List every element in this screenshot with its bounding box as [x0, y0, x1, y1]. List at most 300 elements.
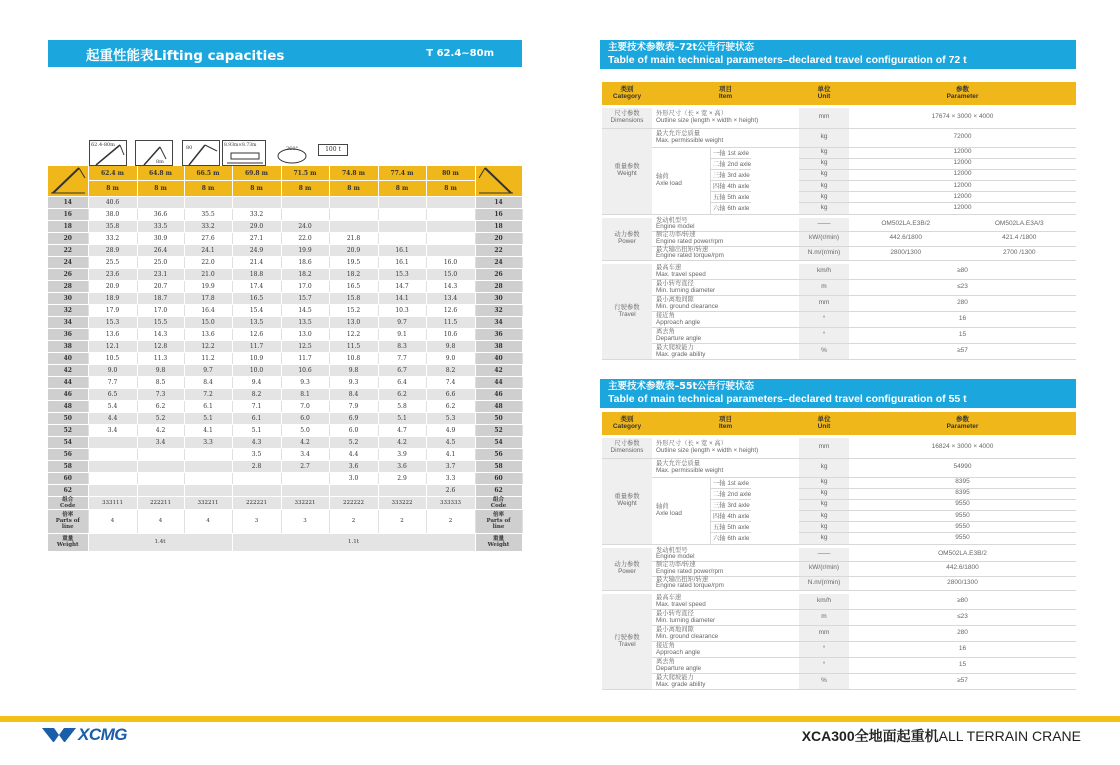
text-line: Weight	[487, 542, 510, 548]
value: 442.6/1800	[849, 562, 1076, 577]
model-name-cn: 全地面起重机	[854, 728, 939, 744]
value: 8395	[849, 477, 1076, 488]
capacity-cell	[426, 220, 475, 232]
capacity-cell: 11.7	[232, 340, 281, 352]
capacity-cell: 9.7	[184, 364, 232, 376]
radius-right: 20	[475, 232, 522, 244]
crane-silhouette-icon	[49, 166, 87, 194]
lifting-capacities-banner	[48, 40, 522, 67]
table-row	[48, 304, 522, 316]
text-line: 类别	[620, 415, 634, 423]
axle-name: 五轴 5th axle	[713, 523, 750, 531]
capacity-cell: 8.4	[329, 388, 378, 400]
axle-name: 六轴 6th axle	[713, 204, 750, 212]
capacity-cell: 16.1	[378, 256, 426, 268]
value	[849, 246, 1076, 261]
unit: kg	[799, 488, 849, 499]
crane-silhouette-icon	[477, 166, 515, 194]
travel-item	[652, 312, 799, 328]
boom-length: 69.8 m	[232, 166, 281, 181]
capacity-cell: 7.0	[281, 400, 329, 412]
model-caption	[802, 726, 1081, 746]
capacity-cell: 17.0	[281, 280, 329, 292]
capacity-cell: 36.6	[137, 208, 184, 220]
capacity-cell: 6.4	[378, 376, 426, 388]
capacity-cell: 17.8	[184, 292, 232, 304]
capacity-cell	[232, 484, 281, 496]
capacity-cell: 3.4	[88, 424, 137, 436]
capacity-cell: 3.3	[426, 472, 475, 484]
travel-item	[652, 594, 799, 610]
value: OM502LA.E3B/2	[849, 547, 1076, 562]
parts-cell: 2	[329, 509, 378, 533]
capacity-cell: 24.9	[232, 244, 281, 256]
capacity-cell: 17.9	[88, 304, 137, 316]
capacity-cell: 15.8	[329, 292, 378, 304]
capacity-cell: 4.5	[426, 436, 475, 448]
capacity-cell: 14.5	[281, 304, 329, 316]
text-line: Parts of	[486, 518, 511, 524]
capacity-cell	[137, 196, 184, 208]
text-line: Item	[718, 422, 733, 430]
capacity-cell: 7.3	[137, 388, 184, 400]
capacity-cell: 4.2	[281, 436, 329, 448]
capacity-cell: 12.2	[329, 328, 378, 340]
table-row	[48, 316, 522, 328]
capacity-cell: 5.8	[378, 400, 426, 412]
value: ≥57	[849, 674, 1076, 690]
text-line: 最大输出扭矩/转速	[656, 575, 709, 583]
text-line: Parameter	[946, 422, 979, 430]
capacity-cell	[378, 484, 426, 496]
capacity-cell: 6.1	[232, 412, 281, 424]
category-weight	[602, 458, 652, 544]
table-row	[48, 352, 522, 364]
value: 2800/1300	[849, 576, 1076, 591]
text-line: 额定功率/转速	[656, 561, 696, 569]
unit: N.m/(r/min)	[799, 246, 849, 261]
capacity-cell: 11.5	[426, 316, 475, 328]
capacity-cell	[88, 460, 137, 472]
capacity-cell	[329, 196, 378, 208]
travel-item	[652, 344, 799, 360]
capacity-cell: 11.2	[184, 352, 232, 364]
capacity-cell: 6.5	[88, 388, 137, 400]
capacity-cell: 5.2	[137, 412, 184, 424]
table-row	[48, 328, 522, 340]
capacity-cell: 7.2	[184, 388, 232, 400]
capacity-cell: 28.9	[88, 244, 137, 256]
unit: °	[799, 312, 849, 328]
unit: kg	[799, 147, 849, 158]
spec-header-row	[602, 412, 1076, 435]
text-line: 接近角	[656, 641, 675, 649]
travel-item	[652, 674, 799, 690]
text-line: Travel	[618, 310, 636, 318]
capacity-cell: 13.4	[426, 292, 475, 304]
capacity-cell: 15.2	[329, 304, 378, 316]
text-line: Departure angle	[656, 664, 702, 672]
item-outline-size	[652, 107, 799, 128]
travel-row	[602, 296, 1076, 312]
spec55-title-cn: 主要技术参数表–55t公告行驶状态	[608, 381, 755, 392]
text-line: 参数	[956, 415, 969, 423]
header-param	[849, 82, 1076, 105]
axle-names	[710, 478, 751, 544]
travel-row	[602, 264, 1076, 280]
capacity-cell	[137, 460, 184, 472]
text-line: Axle load	[656, 179, 682, 187]
text-line: Weight	[617, 500, 637, 507]
capacity-cell: 25.0	[137, 256, 184, 268]
text-line: Item	[718, 92, 733, 100]
unit: kg	[799, 499, 849, 510]
capacity-cell: 6.9	[329, 412, 378, 424]
capacity-cell: 4.1	[184, 424, 232, 436]
spec55-banner	[600, 379, 1076, 408]
capacity-cell: 8.2	[232, 388, 281, 400]
text-line: Max. permissible weight	[656, 466, 724, 474]
capacity-cell: 18.2	[329, 268, 378, 280]
travel-item	[652, 658, 799, 674]
text-line: 最小离地间隙	[656, 625, 694, 633]
spec55-title-en: Table of main technical parameters–declared travel configuration of 55 t	[608, 393, 967, 405]
capacity-cell: 3.6	[329, 460, 378, 472]
travel-item	[652, 328, 799, 344]
lifting-capacity-table	[48, 166, 523, 552]
value: ≥57	[849, 344, 1076, 360]
radius-right: 30	[475, 292, 522, 304]
category-dimensions	[602, 437, 652, 458]
table-row	[48, 280, 522, 292]
value: 9550	[849, 533, 1076, 544]
unit: mm	[799, 107, 849, 128]
text-line: 外形尺寸（长 × 宽 × 高）	[656, 109, 728, 117]
text-line: Code	[490, 502, 507, 509]
capacity-cell	[232, 196, 281, 208]
power-item	[652, 547, 799, 562]
unit: m	[799, 280, 849, 296]
capacity-cell: 10.0	[232, 364, 281, 376]
capacity-cell: 7.7	[378, 352, 426, 364]
capacity-cell: 33.2	[184, 220, 232, 232]
text-line: line	[492, 524, 505, 530]
text-line: Dimensions	[610, 446, 644, 454]
item-max-weight	[652, 128, 799, 147]
capacity-cell: 19.9	[281, 244, 329, 256]
capacity-cell	[88, 484, 137, 496]
dimensions-row	[602, 437, 1076, 458]
radius-left: 14	[48, 196, 88, 208]
spec72-title-cn: 主要技术参数表–72t公告行驶状态	[608, 42, 755, 53]
category-travel	[602, 594, 652, 690]
value-1: 2800/1300	[890, 249, 922, 257]
category-power	[602, 217, 652, 261]
text-line: 行驶参数	[614, 633, 640, 641]
travel-item	[652, 296, 799, 312]
text-line: 尺寸参数	[614, 109, 640, 117]
header-item	[652, 82, 799, 105]
radius-right: 54	[475, 436, 522, 448]
capacity-cell: 9.3	[281, 376, 329, 388]
parts-cell: 3	[281, 509, 329, 533]
capacity-cell: 8.3	[378, 340, 426, 352]
unit: km/h	[799, 264, 849, 280]
value	[849, 232, 1076, 247]
capacity-cell: 12.2	[184, 340, 232, 352]
value: 12000	[849, 169, 1076, 180]
axle-name: 二轴 2nd axle	[713, 490, 752, 498]
unit: kg	[799, 158, 849, 169]
radius-right: 18	[475, 220, 522, 232]
capacity-cell: 5.1	[232, 424, 281, 436]
capacity-cell: 15.4	[232, 304, 281, 316]
code-row	[48, 496, 522, 509]
boom-length: 80 m	[426, 166, 475, 181]
capacity-cell: 6.2	[378, 388, 426, 400]
hook-weight-cell: 1.1t	[232, 533, 475, 551]
capacity-cell: 3.4	[281, 448, 329, 460]
text-line: Engine rated power/rpm	[656, 237, 724, 245]
travel-item	[652, 280, 799, 296]
capacity-cell: 9.8	[137, 364, 184, 376]
text-line: 项目	[719, 85, 732, 93]
value: 9550	[849, 499, 1076, 510]
boom-length-icon	[89, 140, 127, 166]
capacity-cell: 22.0	[281, 232, 329, 244]
capacity-cell: 27.1	[232, 232, 281, 244]
travel-row	[602, 594, 1076, 610]
capacity-cell: 16.0	[426, 256, 475, 268]
capacity-cell: 3.3	[184, 436, 232, 448]
value: 16824 × 3000 × 4000	[849, 437, 1076, 458]
capacity-cell: 20.9	[88, 280, 137, 292]
jib-length: 8 m	[88, 181, 137, 196]
value: 12000	[849, 158, 1076, 169]
code-label-right	[475, 496, 522, 509]
capacity-cell	[378, 220, 426, 232]
axle-name: 二轴 2nd axle	[713, 160, 752, 168]
travel-item	[652, 264, 799, 280]
unit: N.m/(r/min)	[799, 576, 849, 591]
table-row	[48, 196, 522, 208]
unit: kg	[799, 128, 849, 147]
text-line: Approach angle	[656, 318, 701, 326]
text-line: 单位	[817, 415, 831, 423]
text-line: Engine rated torque/rpm	[656, 582, 724, 590]
text-line: 最大爬坡能力	[656, 673, 694, 681]
spec72-banner	[600, 40, 1076, 69]
capacity-cell: 12.8	[137, 340, 184, 352]
capacity-cell: 8.2	[426, 364, 475, 376]
text-line: Engine rated power/rpm	[656, 567, 724, 575]
radius-right: 46	[475, 388, 522, 400]
text-line: 最小转弯直径	[656, 609, 694, 617]
item-axle-load	[652, 147, 799, 214]
code-cell: 332211	[184, 496, 232, 509]
capacity-cell	[378, 196, 426, 208]
text-line: Engine model	[656, 553, 695, 561]
unit: ——	[799, 217, 849, 232]
table-row	[48, 256, 522, 268]
slewing-icon	[272, 140, 312, 166]
text-line: Max. travel speed	[656, 270, 706, 278]
unit: °	[799, 658, 849, 674]
value-pair	[849, 221, 1076, 228]
text-line: 最小离地间隙	[656, 295, 694, 303]
travel-row	[602, 658, 1076, 674]
header-unit	[799, 82, 849, 105]
text-line: Max. grade ability	[656, 680, 706, 688]
radius-right: 16	[475, 208, 522, 220]
capacity-cell: 9.0	[88, 364, 137, 376]
radius-left: 28	[48, 280, 88, 292]
value-1: 442.6/1800	[889, 234, 923, 242]
parts-label-left	[48, 509, 88, 533]
text-line: Parameter	[946, 92, 979, 100]
capacity-cell	[426, 232, 475, 244]
capacity-cell: 24.0	[281, 220, 329, 232]
text-line: 发动机型号	[656, 216, 688, 224]
capacity-cell: 9.4	[232, 376, 281, 388]
value: ≥80	[849, 594, 1076, 610]
boom-range-label: T 62.4~80m	[426, 48, 494, 59]
capacity-cell: 35.8	[88, 220, 137, 232]
parts-cell: 4	[88, 509, 137, 533]
outrigger-span-icon-label: 8.93m×8.73m	[224, 143, 257, 148]
value: 12000	[849, 203, 1076, 214]
capacity-cell: 21.4	[232, 256, 281, 268]
capacity-cell: 10.8	[329, 352, 378, 364]
table-row	[48, 424, 522, 436]
capacity-cell: 33.2	[232, 208, 281, 220]
capacity-cell: 10.6	[281, 364, 329, 376]
jib-length: 8 m	[184, 181, 232, 196]
boom-length: 74.8 m	[329, 166, 378, 181]
axle-label-wrap	[656, 478, 799, 544]
capacity-cell: 6.2	[137, 400, 184, 412]
radius-left: 48	[48, 400, 88, 412]
value: 8395	[849, 488, 1076, 499]
radius-left: 58	[48, 460, 88, 472]
travel-item	[652, 610, 799, 626]
radius-left: 50	[48, 412, 88, 424]
unit: kg	[799, 203, 849, 214]
jib-length-icon-label: 8m	[156, 159, 164, 165]
unit: kW/(r/min)	[799, 232, 849, 247]
code-cell: 333222	[378, 496, 426, 509]
radius-right: 58	[475, 460, 522, 472]
capacity-cell: 3.6	[378, 460, 426, 472]
unit: m	[799, 610, 849, 626]
travel-row	[602, 626, 1076, 642]
value: 54990	[849, 458, 1076, 477]
capacity-cell: 8.4	[184, 376, 232, 388]
table-row	[48, 436, 522, 448]
capacity-cell: 14.3	[426, 280, 475, 292]
header-param	[849, 412, 1076, 435]
value: 17674 × 3000 × 4000	[849, 107, 1076, 128]
travel-item	[652, 626, 799, 642]
text-line: Departure angle	[656, 334, 702, 342]
text-line: 最大爬坡能力	[656, 343, 694, 351]
radius-left: 40	[48, 352, 88, 364]
model-name-en: ALL TERRAIN CRANE	[938, 728, 1081, 744]
capacity-cell: 10.6	[426, 328, 475, 340]
unit: kg	[799, 192, 849, 203]
text-line: 最大输出扭矩/转速	[656, 245, 709, 253]
capacity-cell: 2.8	[232, 460, 281, 472]
capacity-cell: 8.1	[281, 388, 329, 400]
travel-row	[602, 312, 1076, 328]
text-line: Power	[618, 237, 636, 245]
capacity-cell	[329, 484, 378, 496]
text-line: 动力参数	[614, 561, 640, 569]
radius-right: 60	[475, 472, 522, 484]
category-power	[602, 547, 652, 591]
power-row	[602, 217, 1076, 232]
capacity-cell	[281, 472, 329, 484]
spec72-table	[602, 82, 1076, 360]
category-weight	[602, 128, 652, 214]
capacity-cell: 10.5	[88, 352, 137, 364]
value: ≥80	[849, 264, 1076, 280]
capacity-cell	[426, 208, 475, 220]
parts-cell: 2	[378, 509, 426, 533]
value: 15	[849, 328, 1076, 344]
axle-row	[602, 477, 1076, 488]
table-row	[48, 208, 522, 220]
power-row	[602, 246, 1076, 261]
weight-label-right	[475, 533, 522, 551]
jib-length: 8 m	[137, 181, 184, 196]
radius-left: 32	[48, 304, 88, 316]
capacity-cell: 21.8	[329, 232, 378, 244]
value	[849, 217, 1076, 232]
capacity-cell: 12.5	[281, 340, 329, 352]
power-item	[652, 576, 799, 591]
capacity-cell	[184, 460, 232, 472]
radius-left: 46	[48, 388, 88, 400]
text-line: Unit	[817, 92, 831, 100]
table-row	[48, 292, 522, 304]
capacity-cell: 11.3	[137, 352, 184, 364]
radius-left: 60	[48, 472, 88, 484]
capacity-cell: 9.1	[378, 328, 426, 340]
capacity-cell: 16.5	[329, 280, 378, 292]
axle-name: 三轴 3rd axle	[713, 501, 750, 509]
table-row	[48, 400, 522, 412]
unit: kg	[799, 510, 849, 521]
parts-row	[48, 509, 522, 533]
radius-right: 38	[475, 340, 522, 352]
capacity-cell: 3.9	[378, 448, 426, 460]
text-line: 倍率	[62, 512, 74, 518]
capacity-cell: 18.2	[281, 268, 329, 280]
capacity-cell: 5.1	[378, 412, 426, 424]
unit: °	[799, 328, 849, 344]
brand-mark-icon	[40, 726, 78, 744]
radius-right: 52	[475, 424, 522, 436]
text-line: line	[61, 524, 74, 530]
text-line: Weight	[617, 170, 637, 177]
text-line: 重量参数	[614, 163, 640, 171]
table-row	[48, 472, 522, 484]
parts-cell: 3	[232, 509, 281, 533]
value-2: OM502LA.E3A/3	[994, 219, 1044, 227]
table-row	[48, 376, 522, 388]
travel-row	[602, 344, 1076, 360]
